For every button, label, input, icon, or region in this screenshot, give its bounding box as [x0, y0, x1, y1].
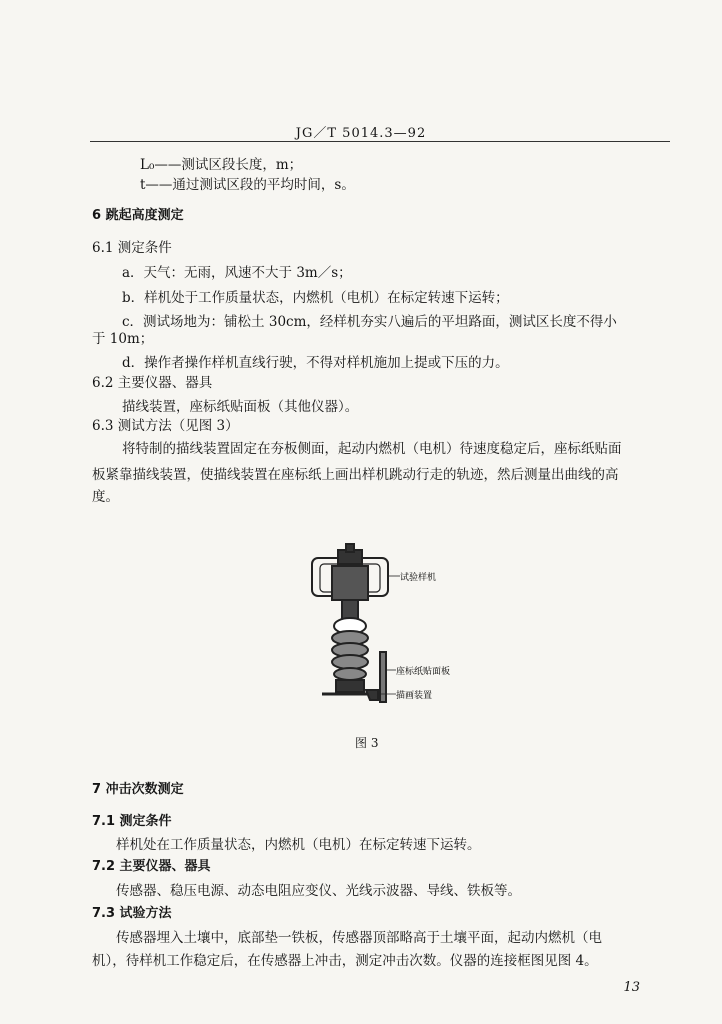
section-6-3-line3: 度。	[92, 489, 119, 505]
section-7-3-line2: 机），待样机工作稳定后，在传感器上冲击，测定冲击次数。仪器的连接框图见图 4。	[92, 953, 598, 969]
definition-l0: L₀——测试区段长度，m；	[140, 157, 303, 173]
section-6-3-line1: 将特制的描线装置固定在夯板侧面，起动内燃机（电机）待速度稳定后，座标纸贴面	[122, 441, 622, 457]
section-6-3-title: 6.3 测试方法（见图 3）	[92, 418, 239, 434]
item-b: b．样机处于工作质量状态，内燃机（电机）在标定转速下运转；	[122, 290, 509, 306]
label-test-machine: 试验样机	[400, 573, 437, 583]
label-tracing-device: 描画装置	[396, 691, 433, 701]
section-6-3-line2: 板紧靠描线装置，使描线装置在座标纸上画出样机跳动行走的轨迹，然后测量出曲线的高	[92, 467, 619, 483]
section-6-2-title: 6.2 主要仪器、器具	[92, 375, 213, 391]
section-6-title: 6 跳起高度测定	[92, 208, 184, 223]
section-7-3-line1: 传感器埋入土壤中，底部垫一铁板，传感器顶部略高于土壤平面，起动内燃机（电	[116, 930, 602, 946]
section-6-1-title: 6.1 测定条件	[92, 240, 172, 256]
label-coordinate-board: 座标纸贴面板	[396, 667, 451, 677]
section-7-1-title: 7.1 测定条件	[92, 814, 172, 829]
item-a: a．天气：无雨，风速不大于 3m／s；	[122, 265, 352, 281]
header-rule	[90, 141, 670, 142]
item-d: d．操作者操作样机直线行驶，不得对样机施加上提或下压的力。	[122, 355, 509, 371]
section-7-2-title: 7.2 主要仪器、器具	[92, 859, 211, 874]
section-7-3-title: 7.3 试验方法	[92, 906, 172, 921]
item-c-line2: 于 10m；	[92, 331, 154, 347]
definition-t: t——通过测试区段的平均时间，s。	[140, 177, 355, 193]
item-c-line1: c．测试场地为：铺松土 30cm，经样机夯实八遍后的平坦路面，测试区长度不得小	[122, 314, 617, 330]
section-6-2-body: 描线装置，座标纸贴面板（其他仪器）。	[122, 399, 359, 415]
section-7-title: 7 冲击次数测定	[92, 782, 184, 797]
page-number: 13	[623, 980, 640, 995]
page-header: JG／T 5014.3—92	[295, 126, 427, 141]
figure-caption: 图 3	[355, 736, 379, 750]
section-7-2-body: 传感器、稳压电源、动态电阻应变仪、光线示波器、导线、铁板等。	[116, 883, 521, 899]
section-7-1-body: 样机处在工作质量状态，内燃机（电机）在标定转速下运转。	[116, 837, 481, 853]
figure-3-illustration	[300, 540, 500, 720]
